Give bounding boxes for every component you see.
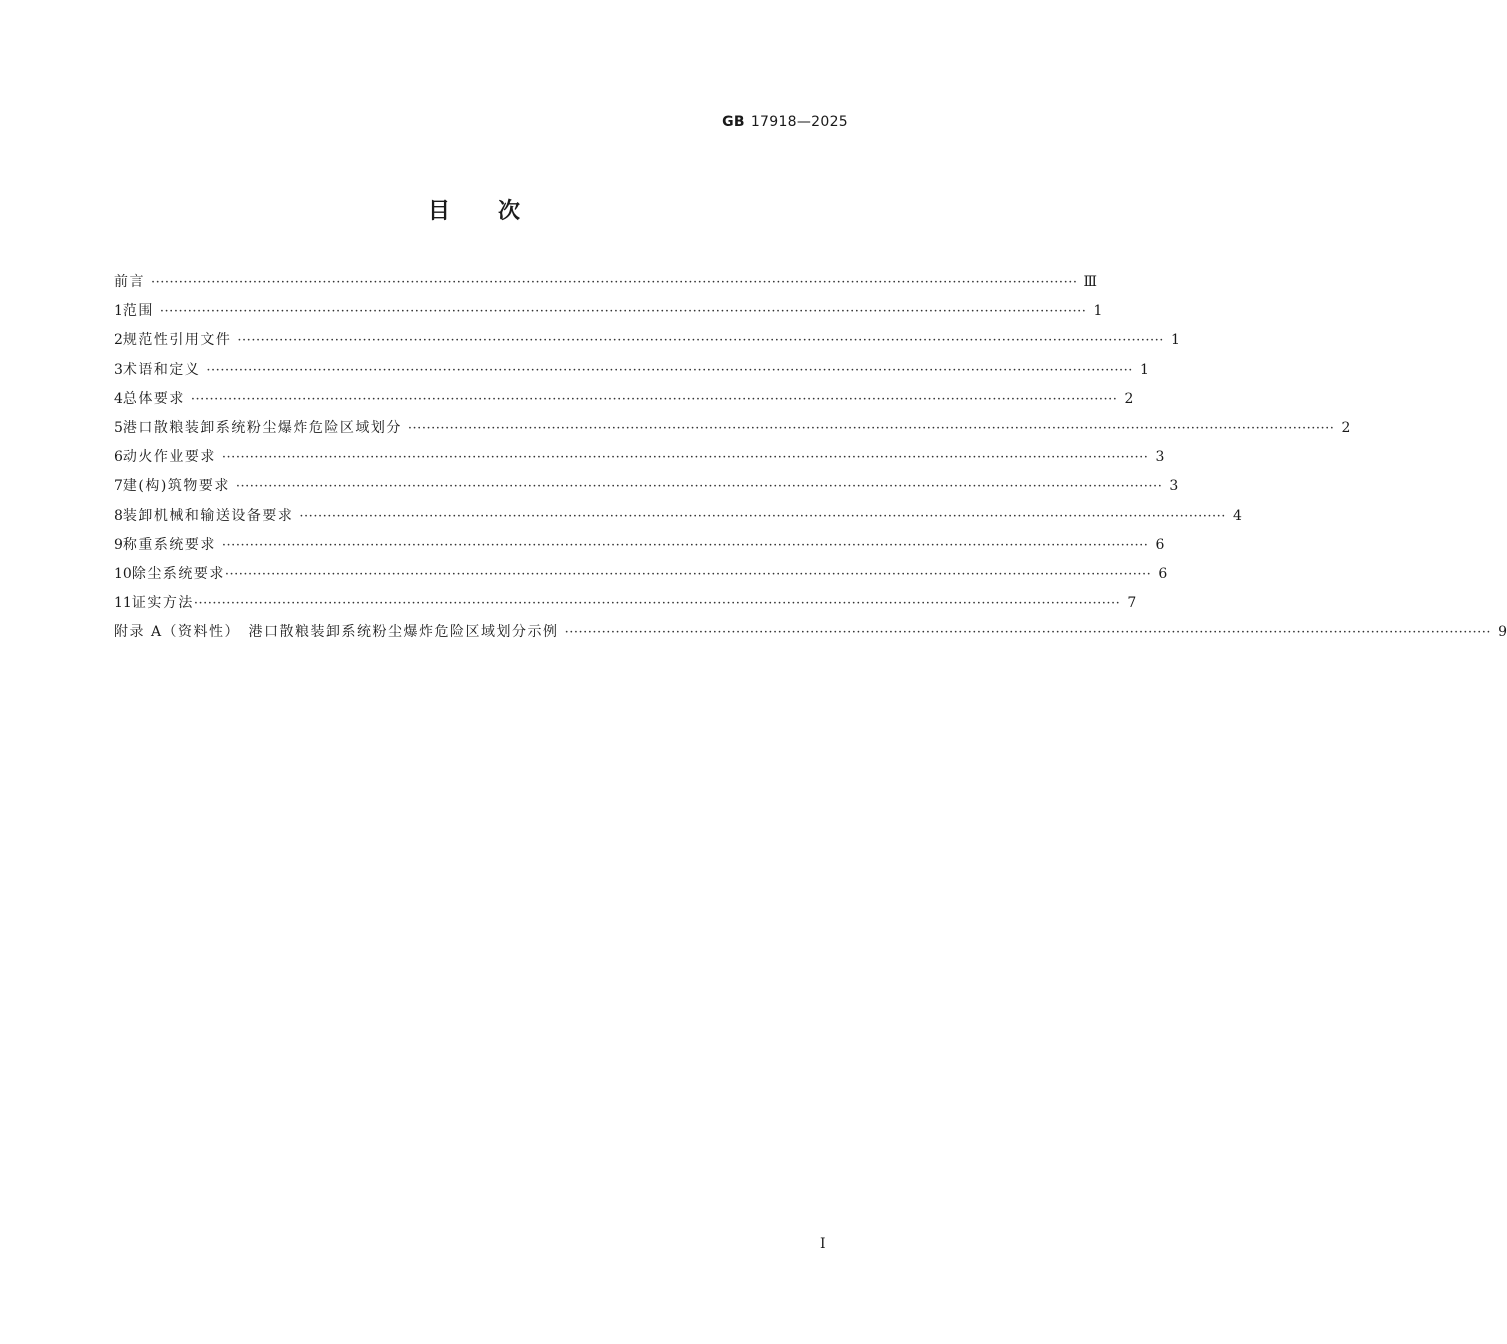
toc-number: 4 [114,390,123,407]
toc-entry-1[interactable] [114,300,1103,329]
toc-leader: ········································································································································································································ [224,566,1152,582]
toc-number: 8 [114,507,123,524]
toc-label: 装卸机械和输送设备要求 [122,507,294,524]
toc-entry-5[interactable] [114,417,1351,446]
toc-page: Ⅲ [1083,274,1097,290]
toc-number: 3 [114,361,123,378]
toc-number: 7 [114,478,123,495]
page-title [0,194,950,225]
toc-page: 9 [1498,624,1507,641]
toc-label: 附录 A（资料性） 港口散粮装卸系统粉尘爆炸危险区域划分示例 [114,624,559,641]
title-char-1: 目 [427,199,452,224]
title-char-2: 次 [498,199,523,224]
toc-entry-4[interactable] [114,388,1134,417]
toc-page: 1 [1093,303,1103,320]
toc-number: 5 [114,419,123,436]
toc-entry-10[interactable] [114,563,1168,592]
toc-page: 4 [1232,507,1242,524]
toc-leader: ········································································································································································································ [221,450,1149,466]
toc-leader: ········································································································································································································ [151,275,1078,290]
footer-page-number: I [820,1236,826,1252]
toc-leader: ········································································································································································································ [221,537,1149,553]
standard-code [722,114,848,130]
toc-leader: ········································································································································································································ [237,333,1164,349]
toc-leader: ········································································································································································································ [407,420,1335,436]
toc-label: 规范性引用文件 [122,332,232,349]
toc-number: 1 [114,303,123,320]
toc-label: 动火作业要求 [122,449,216,466]
toc-label: 除尘系统要求 [131,565,225,582]
toc-leader: ········································································································································································································ [206,362,1133,378]
table-of-contents [114,271,1507,650]
toc-label: 范围 [122,303,154,320]
toc-number: 11 [114,595,132,612]
standard-number: 17918—2025 [750,114,848,130]
toc-label: 证实方法 [131,595,194,612]
toc-page: 7 [1127,595,1137,612]
toc-number: 10 [114,565,132,582]
toc-entry-preface[interactable] [114,271,1097,300]
toc-entry-8[interactable] [114,505,1242,534]
standard-prefix: GB [722,114,745,130]
toc-page: 1 [1139,361,1149,378]
toc-leader: ········································································································································································································ [159,304,1087,320]
toc-entry-2[interactable] [114,329,1180,358]
toc-page: 3 [1169,478,1179,495]
toc-page: 1 [1170,332,1180,349]
toc-label: 总体要求 [122,390,185,407]
toc-entry-annex-a[interactable] [114,621,1507,650]
toc-page: 6 [1155,536,1165,553]
toc-leader: ········································································································································································································ [193,596,1121,612]
toc-page: 6 [1158,565,1168,582]
toc-label: 前言 [114,274,145,290]
toc-number: 9 [114,536,123,553]
toc-label: 称重系统要求 [122,536,216,553]
toc-label: 术语和定义 [122,361,201,378]
toc-entry-11[interactable] [114,592,1137,621]
toc-number: 6 [114,449,123,466]
toc-entry-7[interactable] [114,475,1179,504]
toc-page: 2 [1341,419,1351,436]
toc-entry-6[interactable] [114,446,1165,475]
toc-label: 港口散粮装卸系统粉尘爆炸危险区域划分 [122,419,402,436]
toc-leader: ········································································································································································································ [299,508,1226,524]
toc-page: 2 [1124,390,1134,407]
toc-leader: ········································································································································································································ [190,391,1118,407]
toc-leader: ········································································································································································································ [235,479,1163,495]
toc-number: 2 [114,332,123,349]
toc-label: 建(构)筑物要求 [122,478,230,495]
toc-leader: ········································································································································································································ [564,625,1492,641]
toc-entry-3[interactable] [114,359,1149,388]
toc-page: 3 [1155,449,1165,466]
toc-entry-9[interactable] [114,534,1165,563]
